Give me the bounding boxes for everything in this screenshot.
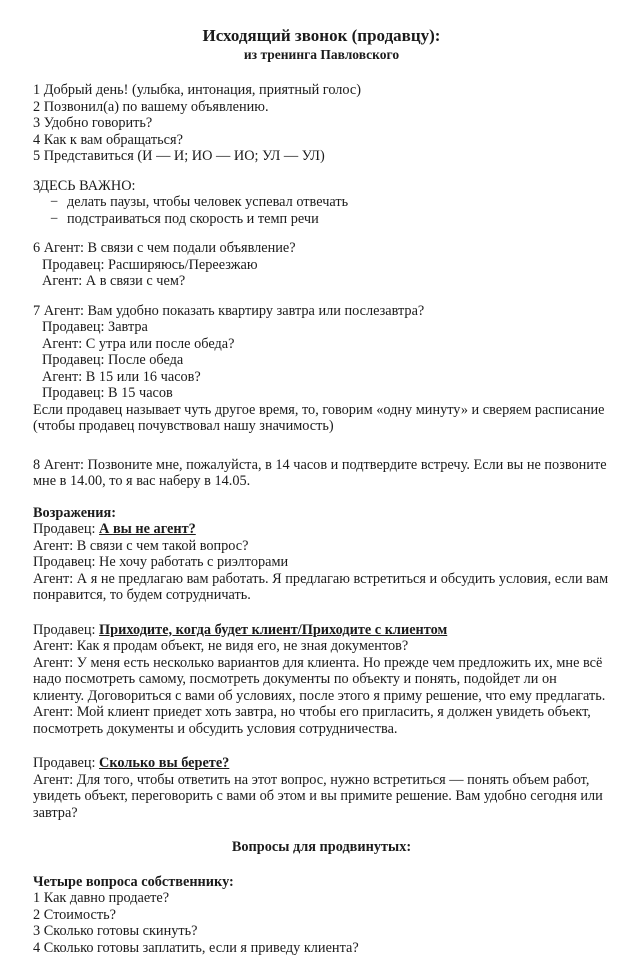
dash-bullet-icon: − <box>50 210 59 227</box>
agent-line: 6 Агент: В связи с чем подали объявление? <box>33 240 296 256</box>
objection-title-line <box>33 521 610 538</box>
objection-title-line <box>33 755 610 772</box>
script-item-8 <box>33 457 610 490</box>
advanced-subheading: Четыре вопроса собственнику: <box>33 873 234 890</box>
seller-line: Продавец: Завтра <box>42 319 148 335</box>
owner-questions <box>33 874 610 957</box>
agent-line: Агент: Для того, чтобы ответить на этот вопрос, нужно встретиться — понять объем работ, увидеть объект, переговорить с вами об этом и вы примите решение. Вам удобно сегодня или завтра? <box>33 771 603 821</box>
important-item-2-text: подстраиваться под скорость и темп речи <box>67 210 319 227</box>
script-item-6 <box>33 240 610 290</box>
opening-step-1: 1 Добрый день! (улыбка, интонация, приятный голос) <box>33 82 362 98</box>
script-item-7 <box>33 303 610 435</box>
important-heading: ЗДЕСЬ ВАЖНО: <box>33 177 136 194</box>
seller-line: Продавец: В 15 часов <box>42 385 173 401</box>
page-title: Исходящий звонок (продавцу): <box>202 26 441 45</box>
speaker-label: Продавец: <box>33 755 96 771</box>
agent-line: Агент: С утра или после обеда? <box>42 335 235 352</box>
objection-title-line <box>33 622 610 639</box>
owner-question-3: 3 Сколько готовы скинуть? <box>33 923 198 939</box>
agent-line: Агент: Мой клиент приедет хоть завтра, но чтобы его пригласить, я должен увидеть объект, посмотреть документы и обсудить условия сотрудничества. <box>33 704 591 737</box>
opening-steps-section <box>33 82 610 165</box>
objection-phrase: Приходите, когда будет клиент/Приходите с клиентом <box>99 621 448 638</box>
opening-step-5: 5 Представиться (И — И; ИО — ИО; УЛ — УЛ) <box>33 148 325 164</box>
objection-phrase: А вы не агент? <box>99 521 196 537</box>
agent-line: Агент: У меня есть несколько вариантов для клиента. Но прежде чем предложить их, мне всё надо посмотреть самому, посмотреть документы по объекту и понять, подойдет ли он клиенту. Договориться с вами об условиях, после этого я приму решение, что ему предлагать. <box>33 654 606 704</box>
opening-step-3: 3 Удобно говорить? <box>33 115 153 131</box>
agent-line: Агент: А я не предлагаю вам работать. Я предлагаю встретиться и обсудить условия, если вам понравится, то будем сотрудничать. <box>33 570 609 603</box>
dash-bullet-icon: − <box>50 194 59 210</box>
agent-line: 7 Агент: Вам удобно показать квартиру завтра или послезавтра? <box>33 302 425 319</box>
important-item-1 <box>33 194 610 211</box>
owner-question-1: 1 Как давно продаете? <box>33 890 170 906</box>
advanced-heading: Вопросы для продвинутых: <box>231 839 412 855</box>
speaker-label: Продавец: <box>33 521 96 537</box>
seller-line: Продавец: После обеда <box>42 352 184 368</box>
objections-heading: Возражения: <box>33 504 117 521</box>
agent-line: 8 Агент: Позвоните мне, пожалуйста, в 14 часов и подтвердите встречу. Если вы не позвоните мне в 14.00, то я вас наберу в 14.05. <box>33 456 607 489</box>
owner-question-2: 2 Стоимость? <box>33 906 116 923</box>
agent-line: Агент: Как я продам объект, не видя его, не зная документов? <box>33 638 409 654</box>
important-section <box>33 178 610 228</box>
owner-question-4: 4 Сколько готовы заплатить, если я приведу клиента? <box>33 939 359 956</box>
important-item-2 <box>33 211 610 228</box>
speaker-label: Продавец: <box>33 621 96 638</box>
opening-step-2: 2 Позвонил(а) по вашему объявлению. <box>33 98 269 115</box>
objection-phrase: Сколько вы берете? <box>99 755 230 771</box>
agent-line: Агент: В 15 или 16 часов? <box>42 368 201 385</box>
script-note: Если продавец называет чуть другое время, то, говорим «одну минуту» и сверяем расписание (чтобы продавец почувствовал нашу значимость) <box>33 401 605 434</box>
advanced-section <box>33 839 610 956</box>
seller-line: Продавец: Не хочу работать с риэлторами <box>33 554 289 570</box>
objections-section <box>33 505 610 822</box>
objection-1 <box>33 521 610 604</box>
objection-2 <box>33 622 610 738</box>
important-item-1-text: делать паузы, чтобы человек успевал отвечать <box>67 194 349 210</box>
opening-step-4: 4 Как к вам обращаться? <box>33 131 183 148</box>
objection-3 <box>33 755 610 821</box>
agent-line: Агент: В связи с чем такой вопрос? <box>33 537 249 554</box>
page-subtitle: из тренинга Павловского <box>243 47 400 62</box>
agent-line: Агент: А в связи с чем? <box>42 273 186 289</box>
seller-line: Продавец: Расширяюсь/Переезжаю <box>42 256 258 273</box>
